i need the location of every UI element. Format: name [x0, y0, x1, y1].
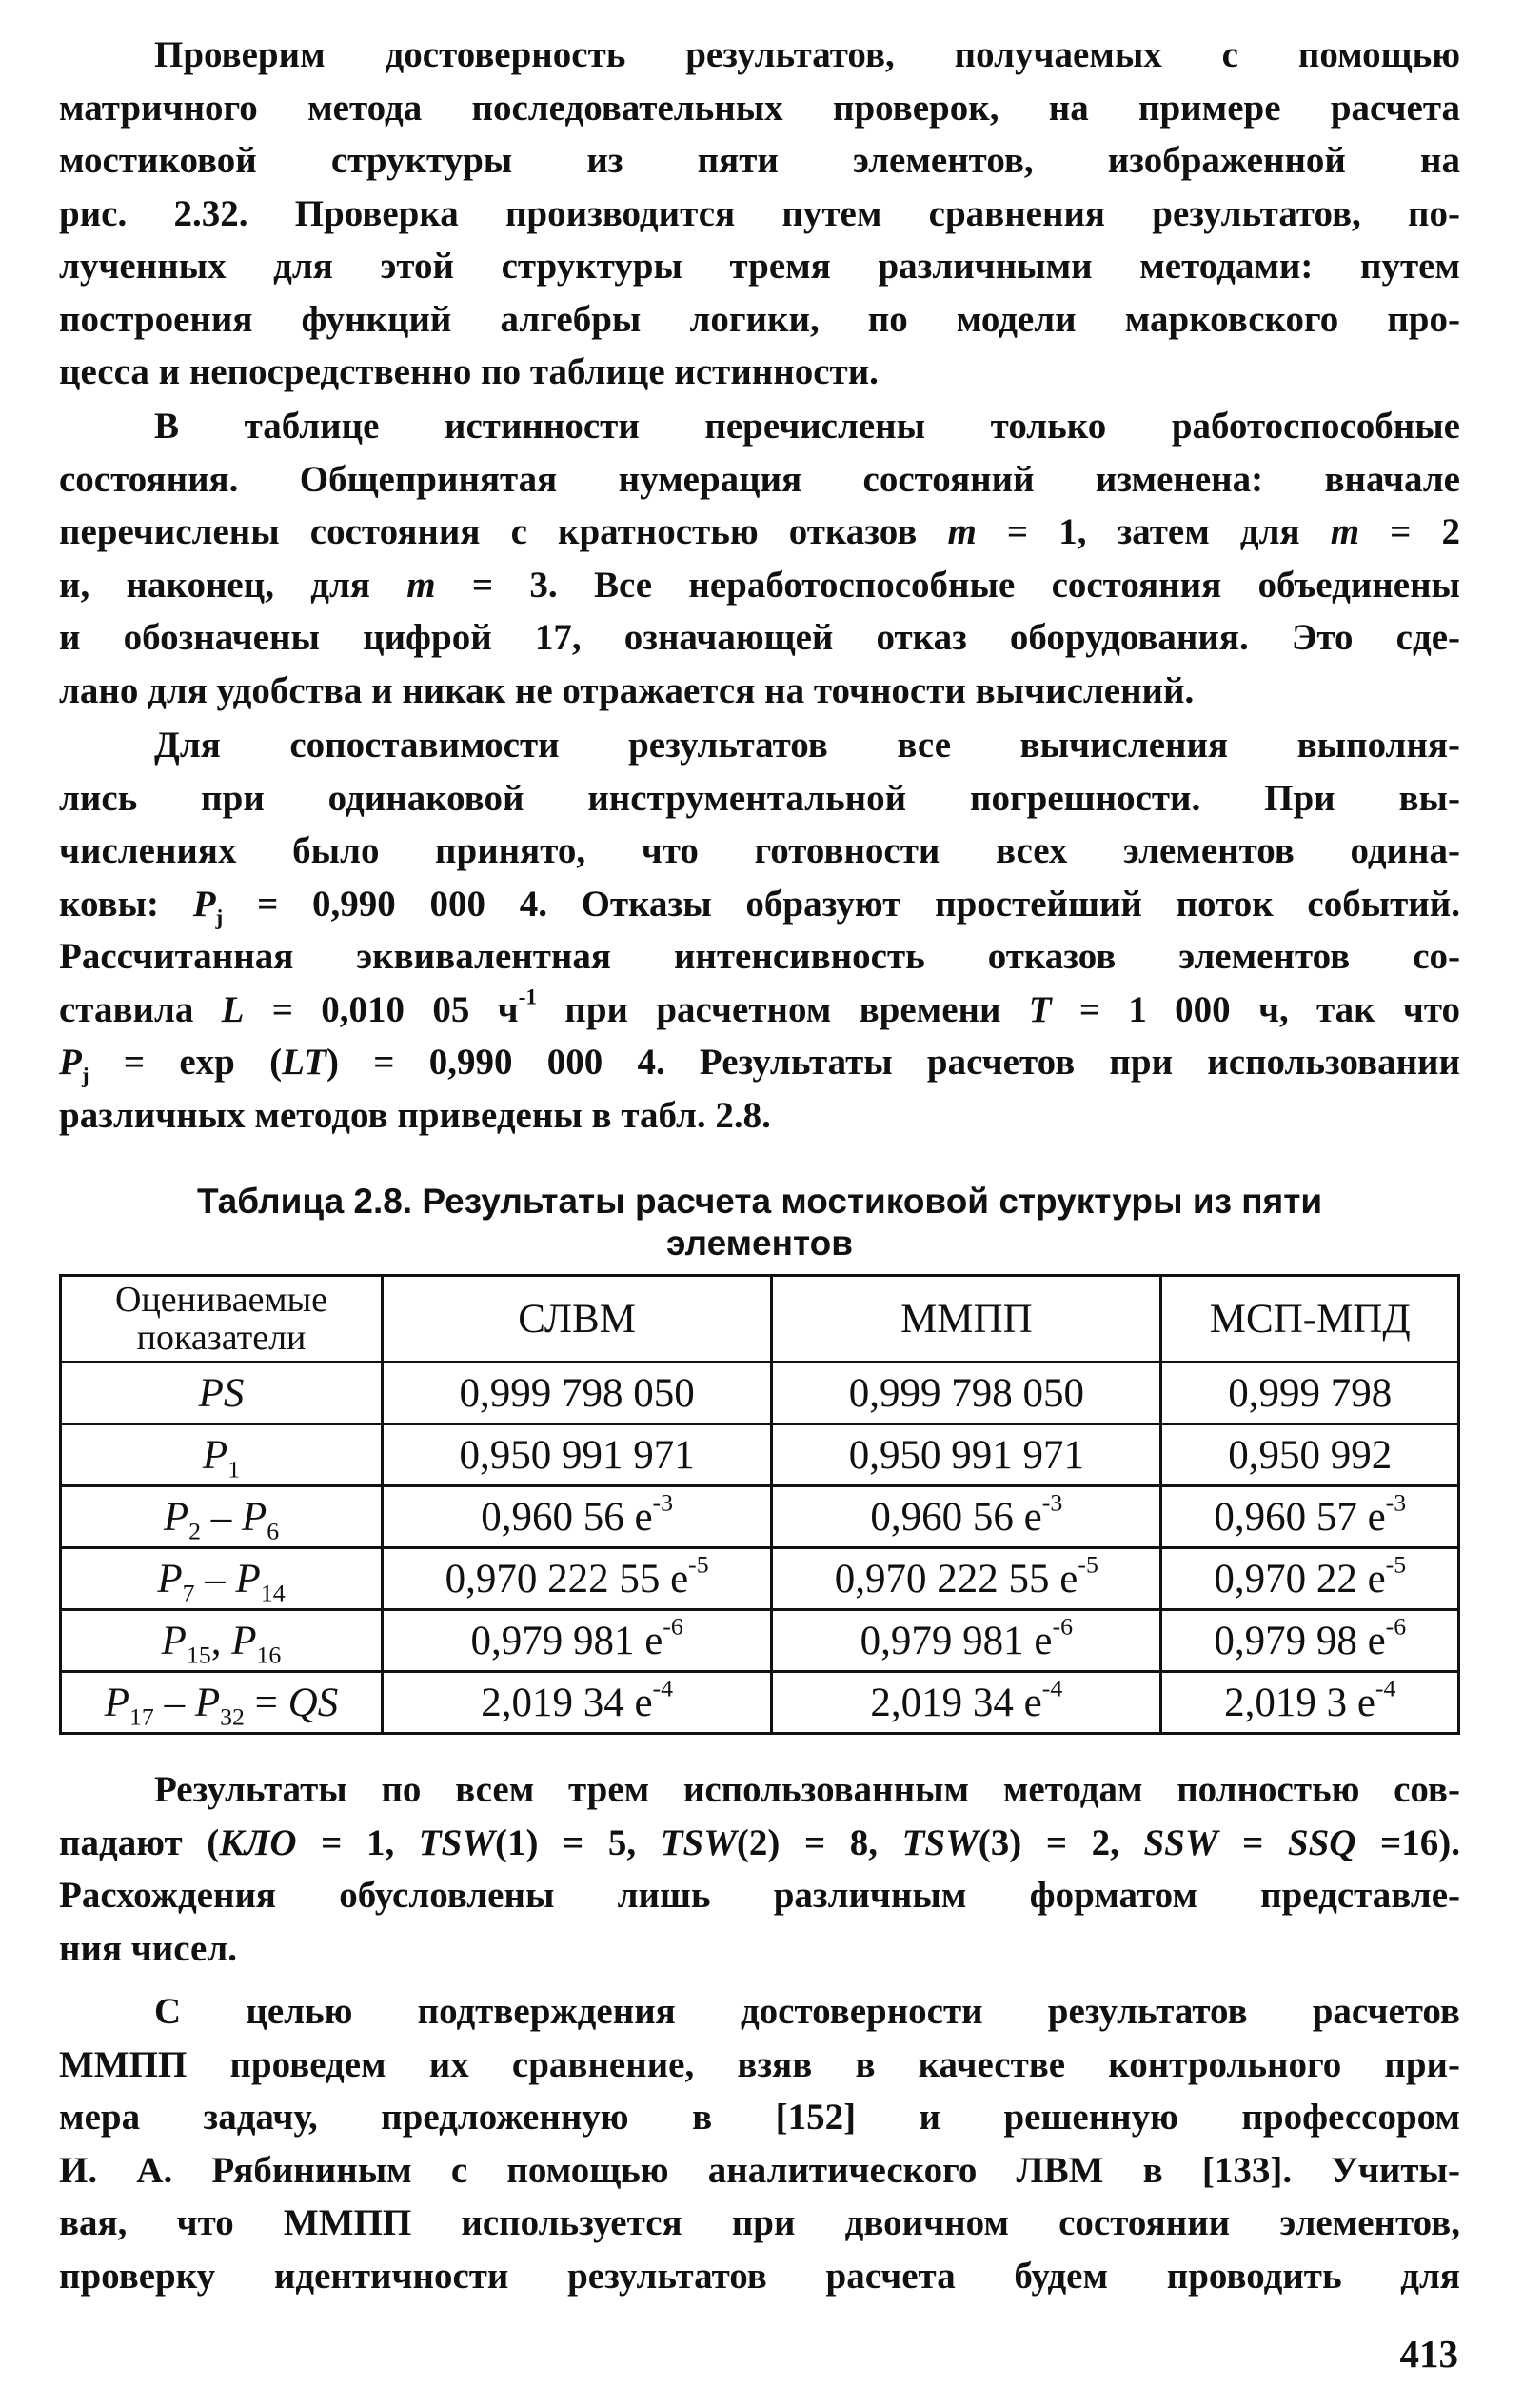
- value-cell: 0,979 981 $e^{-6}$: [772, 1610, 1161, 1672]
- table-row: [61, 1548, 1459, 1610]
- text-line: Расхождения обусловлены лишь различным форматом представле-: [59, 1875, 1460, 1916]
- value-cell: 0,950 992: [1161, 1424, 1459, 1486]
- text-line: перечислены состояния с кратностью отказов m = 1, затем для m = 2: [59, 511, 1460, 552]
- value-cell: 0,979 981 $e^{-6}$: [383, 1610, 772, 1672]
- text-line: мостиковой структуры из пяти элементов, изображенной на: [59, 140, 1460, 181]
- row-label-cell: $P_1$: [61, 1424, 383, 1486]
- text-line: построения функций алгебры логики, по модели марковского про-: [59, 298, 1460, 340]
- row-label-cell: $P_2 - P_6$: [61, 1486, 383, 1548]
- table-row: [61, 1672, 1459, 1734]
- header-cell-indicators: Оцениваемые показатели: [61, 1276, 383, 1363]
- text-line: ковы: $P_j = 0,990$ 000 4. Отказы образуют простейший поток событий.: [59, 883, 1461, 930]
- text-line: лано для удобства и никак не отражается на точности вычислений.: [59, 669, 1195, 711]
- paragraph-2: [59, 400, 1460, 717]
- row-label-cell: PS: [61, 1363, 383, 1424]
- text-line: Для сопоставимости результатов все вычисления выполня-: [154, 725, 1460, 766]
- row-label-cell: $P_{15}$, $P_{16}$: [61, 1610, 383, 1672]
- text-line: С целью подтверждения достоверности результатов расчетов: [154, 1991, 1460, 2032]
- caption-line: элементов: [666, 1224, 853, 1263]
- value-cell: 0,979 98 $e^{-6}$: [1161, 1610, 1459, 1672]
- value-cell: 2,019 34 $e^{-4}$: [383, 1672, 772, 1734]
- table-row: [61, 1424, 1459, 1486]
- text-line: ния чисел.: [59, 1927, 237, 1969]
- text-line: И. А. Рябининым с помощью аналитического ЛВМ в [133]. Учиты-: [59, 2149, 1460, 2191]
- value-cell: 0,960 57 $e^{-3}$: [1161, 1486, 1459, 1548]
- text-line: состояния. Общепринятая нумерация состояний изменена: вначале: [59, 458, 1460, 500]
- value-cell: 0,999 798 050: [383, 1363, 772, 1424]
- text-line: лученных для этой структуры тремя различными методами: путем: [59, 246, 1460, 287]
- caption-line: Таблица 2.8. Результаты расчета мостиковой структуры из пяти: [196, 1182, 1323, 1221]
- paragraph-4: [59, 1763, 1460, 1975]
- text-line: ставила L = 0,010 05 $ч^{-1}$ при расчетном времени T = 1 000 ч, так что: [59, 984, 1461, 1030]
- text-line: мера задачу, предложенную в [152] и решенную профессором: [59, 2097, 1460, 2138]
- paragraph-5: [59, 1985, 1460, 2302]
- value-cell: 0,960 56 $e^{-3}$: [383, 1486, 772, 1548]
- paragraph-3: [59, 719, 1460, 1142]
- value-cell: 0,950 991 971: [772, 1424, 1161, 1486]
- value-cell: 2,019 34 $e^{-4}$: [772, 1672, 1161, 1734]
- header-cell-mmpp: ММПП: [772, 1276, 1161, 1363]
- value-cell: 0,950 991 971: [383, 1424, 772, 1486]
- text-line: матричного метода последовательных проверок, на примере расчета: [59, 87, 1460, 129]
- text-line: числениях было принято, что готовности всех элементов одина-: [59, 830, 1460, 871]
- table-row: [61, 1610, 1459, 1672]
- value-cell: 0,999 798: [1161, 1363, 1459, 1424]
- table-row: [61, 1486, 1459, 1548]
- paragraph-1: [59, 29, 1460, 399]
- table-caption: [59, 1181, 1460, 1264]
- text-line: вая, что ММПП используется при двоичном состоянии элементов,: [59, 2202, 1460, 2243]
- table-row: [61, 1363, 1459, 1424]
- header-cell-slvm: СЛВМ: [383, 1276, 772, 1363]
- text-line: и, наконец, для m = 3. Все неработоспособные состояния объединены: [59, 564, 1460, 606]
- row-label-cell: $P_7 - P_{14}$: [61, 1548, 383, 1610]
- value-cell: 0,970 22 $e^{-5}$: [1161, 1548, 1459, 1610]
- value-cell: 2,019 3 $e^{-4}$: [1161, 1672, 1459, 1734]
- results-table: [59, 1274, 1460, 1735]
- text-line: проверку идентичности результатов расчета будем проводить для: [59, 2255, 1460, 2297]
- value-cell: 0,999 798 050: [772, 1363, 1161, 1424]
- value-cell: 0,970 222 55 $e^{-5}$: [772, 1548, 1161, 1610]
- value-cell: 0,960 56 $e^{-3}$: [772, 1486, 1161, 1548]
- text-line: $P_j = \exp (LT) = 0,990$ 000 4. Результаты расчетов при использовании: [59, 1042, 1460, 1088]
- text-line: Проверим достоверность результатов, получаемых с помощью: [154, 34, 1460, 75]
- text-line: ММПП проведем их сравнение, взяв в качестве контрольного при-: [59, 2043, 1460, 2085]
- text-line: рис. 2.32. Проверка производится путем сравнения результатов, по-: [59, 192, 1460, 234]
- text-line: и обозначены цифрой 17, означающей отказ оборудования. Это сде-: [59, 617, 1460, 658]
- text-line: Рассчитанная эквивалентная интенсивность отказов элементов со-: [59, 936, 1460, 977]
- text-line: Результаты по всем трем использованным методам полностью сов-: [154, 1769, 1460, 1810]
- page-number: 413: [1399, 2332, 1458, 2376]
- value-cell: 0,970 222 55 $e^{-5}$: [383, 1548, 772, 1610]
- text-line: падают (КЛО = 1, TSW(1) = 5, TSW(2) = 8, TSW(3) = 2, SSW = SSQ =16).: [59, 1821, 1461, 1863]
- header-cell-msp-mpd: МСП-МПД: [1161, 1276, 1459, 1363]
- text-line: различных методов приведены в табл. 2.8.: [59, 1094, 771, 1136]
- table-header-row: [61, 1276, 1459, 1363]
- text-line: В таблице истинности перечислены только работоспособные: [154, 406, 1460, 447]
- text-line: лись при одинаковой инструментальной погрешности. При вы-: [59, 777, 1460, 819]
- row-label-cell: $P_{17} - P_{32}$ = QS: [61, 1672, 383, 1734]
- text-line: цесса и непосредственно по таблице истинности.: [59, 351, 879, 392]
